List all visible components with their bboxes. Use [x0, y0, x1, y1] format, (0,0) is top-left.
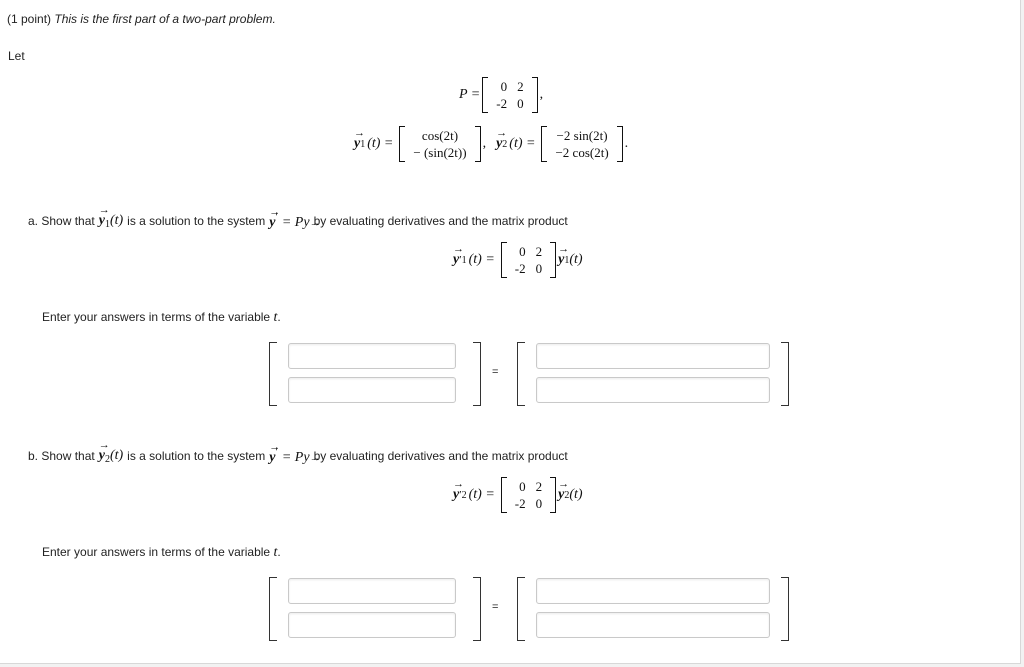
- prompt-text: by evaluating derivatives and the matrix product: [313, 214, 568, 228]
- variable-name: t: [273, 545, 278, 560]
- equals-sign: =: [492, 601, 499, 613]
- matrix-cell: -2: [496, 96, 508, 111]
- vector-entry: cos(2t): [421, 128, 459, 143]
- problem-description: This is the first part of a two-part problem.: [54, 12, 276, 26]
- matrix-cell: 0: [535, 261, 543, 276]
- vector-name: → y: [99, 213, 105, 229]
- p-matrix-definition: [459, 77, 543, 113]
- part-a-rhs-bottom-input[interactable]: [536, 377, 770, 403]
- matrix-cell: 0: [535, 496, 543, 511]
- prompt-text: is a solution to the system: [127, 214, 266, 228]
- y1-argument: (t) =: [367, 136, 394, 151]
- y2-subscript: 2: [502, 138, 508, 150]
- matrix-cell: -2: [514, 261, 526, 276]
- matrix-cell: 2: [517, 79, 524, 94]
- right-bracket: [473, 342, 481, 406]
- equation-rhs-arg: (t): [569, 252, 583, 267]
- p-matrix: [482, 77, 537, 113]
- right-bracket: [781, 577, 789, 641]
- part-a-rhs-top-input[interactable]: [536, 343, 770, 369]
- matrix-cell: 0: [500, 79, 508, 94]
- right-bracket: [473, 577, 481, 641]
- left-bracket: [517, 342, 525, 406]
- part-a-lhs-bottom-input[interactable]: [288, 377, 456, 403]
- vector-name: → y: [99, 448, 105, 464]
- right-bracket: [781, 342, 789, 406]
- left-bracket: [269, 342, 277, 406]
- part-b-rhs-bottom-input[interactable]: [536, 612, 770, 638]
- system-equation: = Py: [281, 450, 310, 465]
- y2-vector-label: → y: [496, 136, 502, 152]
- vector-name: → y: [453, 487, 459, 503]
- vector-entry: −2 sin(2t): [556, 128, 608, 143]
- period: .: [624, 136, 629, 151]
- prompt-text: b. Show that: [28, 449, 95, 463]
- matrix-cell: 0: [519, 479, 526, 494]
- prompt-text: by evaluating derivatives and the matrix product: [313, 449, 568, 463]
- matrix-cell: 0: [517, 96, 524, 111]
- vector-name: → y: [269, 215, 275, 231]
- matrix-cell: -2: [514, 496, 526, 511]
- part-b-prompt: b. Show that → $y_2(t)$ is a solution to the system → y′ = Py by evaluating derivatives and the matrix product: [28, 446, 568, 466]
- matrix-cell: 2: [535, 244, 543, 259]
- vector-entry: − (sin(2t)): [413, 145, 467, 160]
- equation-lhs: (t) =: [468, 487, 495, 502]
- part-b-lhs-top-input[interactable]: [288, 578, 456, 604]
- note-text: Enter your answers in terms of the variable: [42, 310, 271, 324]
- part-b-equation: → y ′ 2 (t) = 0 2 -2 0 → y 2 (t): [453, 477, 583, 513]
- points-label: (1 point): [7, 12, 52, 26]
- p-matrix: [501, 477, 556, 513]
- equals-sign: =: [492, 366, 499, 378]
- part-a-lhs-top-input[interactable]: [288, 343, 456, 369]
- left-bracket: [269, 577, 277, 641]
- vector-subscript: 1: [461, 254, 467, 266]
- part-a-prompt: a. Show that → $y_1(t)$ is a solution to the system → y′ = Py by evaluating derivatives and the matrix product: [28, 211, 568, 231]
- part-a-equation: → y ′ 1 (t) = 0 2 -2 0 → y 1 (t): [453, 242, 583, 278]
- y-vectors-definition: [354, 126, 628, 162]
- vector-entry: −2 cos(2t): [555, 145, 609, 160]
- part-b-enter-note: Enter your answers in terms of the variable t.: [42, 545, 281, 560]
- vector-subscript: 1: [564, 254, 570, 266]
- equation-rhs-arg: (t): [569, 487, 583, 502]
- y2-vector: [541, 126, 622, 162]
- left-bracket: [517, 577, 525, 641]
- matrix-cell: 2: [535, 479, 543, 494]
- y1-vector-label: → y: [354, 136, 360, 152]
- part-a-enter-note: Enter your answers in terms of the variable t.: [42, 310, 281, 325]
- note-text: Enter your answers in terms of the variable: [42, 545, 271, 559]
- vector-subscript: 1: [104, 218, 110, 230]
- comma: ,: [482, 136, 487, 151]
- vector-argument: (t): [109, 447, 124, 463]
- part-b-rhs-top-input[interactable]: [536, 578, 770, 604]
- let-label: Let: [8, 49, 25, 63]
- variable-name: t: [273, 310, 278, 325]
- vector-name: → y: [558, 487, 564, 503]
- p-label: P =: [459, 87, 481, 102]
- equation-lhs: (t) =: [468, 252, 495, 267]
- system-equation: = Py: [281, 215, 310, 230]
- prompt-text: is a solution to the system: [127, 449, 266, 463]
- vector-name: → y: [453, 252, 459, 268]
- y1-vector: [399, 126, 480, 162]
- problem-header: [7, 12, 276, 26]
- part-b-lhs-bottom-input[interactable]: [288, 612, 456, 638]
- vector-argument: (t): [109, 212, 124, 228]
- p-matrix: [501, 242, 556, 278]
- vector-subscript: 2: [564, 489, 570, 501]
- vector-subscript: 2: [461, 489, 467, 501]
- vector-subscript: 2: [104, 453, 110, 465]
- y1-subscript: 1: [360, 138, 366, 150]
- matrix-cell: 0: [519, 244, 526, 259]
- comma: ,: [539, 87, 544, 102]
- y2-argument: (t) =: [509, 136, 536, 151]
- vector-name: → y: [269, 450, 275, 466]
- prompt-text: a. Show that: [28, 214, 95, 228]
- vector-name: → y: [558, 252, 564, 268]
